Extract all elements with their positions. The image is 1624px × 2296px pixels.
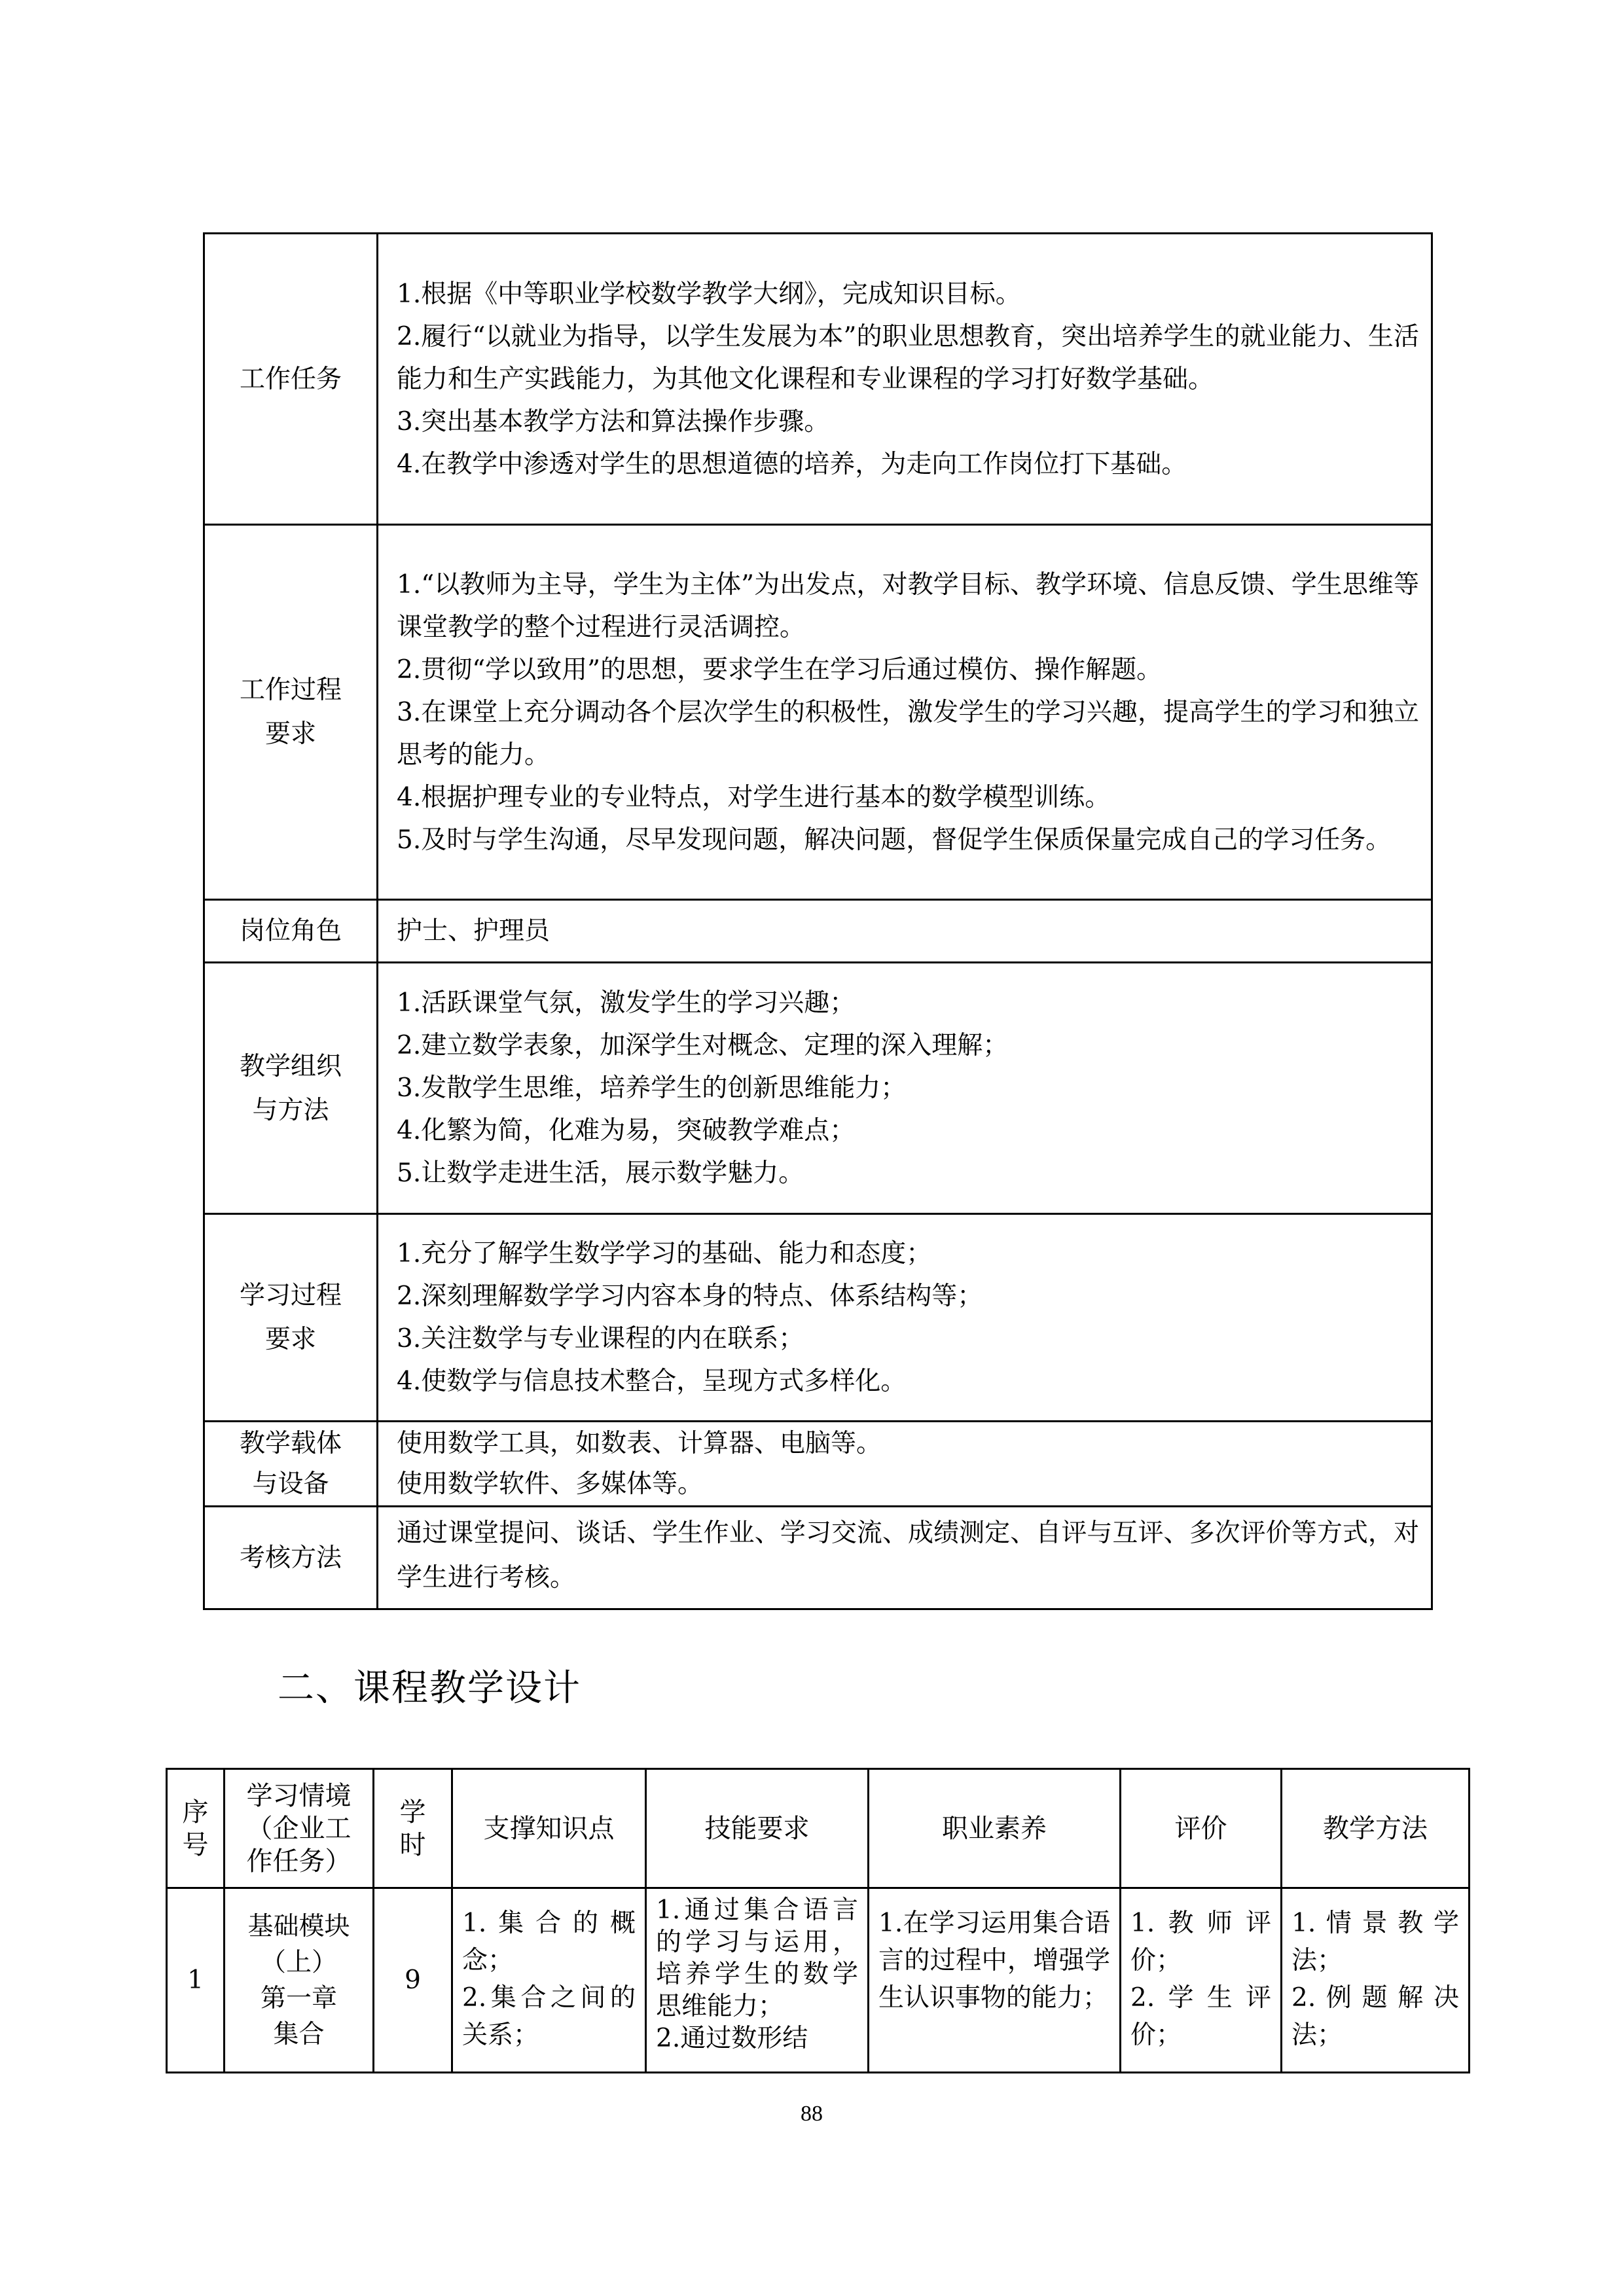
row-content <box>378 1214 1432 1422</box>
table-row <box>204 525 1432 900</box>
row-label: 工作过程 要求 <box>204 525 378 900</box>
header-no: 序 号 <box>167 1769 225 1888</box>
row-label: 岗位角色 <box>204 900 378 963</box>
section-title: 二、课程教学设计 <box>278 1667 581 1710</box>
table-row <box>204 1422 1432 1507</box>
list-item: 2.学生评价； <box>1130 1983 1271 2050</box>
list-item: 1.集合的概念； <box>462 1909 636 1975</box>
header-literacy: 职业素养 <box>869 1769 1121 1888</box>
row-label: 教学组织 与方法 <box>204 963 378 1214</box>
list-item: 4.化繁为简，化难为易，突破教学难点； <box>397 1116 856 1145</box>
header-situation: 学习情境 （企业工 作任务） <box>225 1769 374 1888</box>
course-info-table <box>203 232 1433 1610</box>
list-item: 通过课堂提问、谈话、学生作业、学习交流、成绩测定、自评与互评、多次评价等方式，对学生进行考核。 <box>397 1518 1419 1592</box>
list-item: 2.例题解决法； <box>1291 1983 1459 2050</box>
list-item: 5.让数学走进生活，展示数学魅力。 <box>397 1158 804 1188</box>
table-row <box>204 1214 1432 1422</box>
list-item: 3.突出基本教学方法和算法操作步骤。 <box>397 406 830 437</box>
list-item: 1.“以教师为主导，学生为主体”为出发点，对教学目标、教学环境、信息反馈、学生思维等课堂教学的整个过程进行灵活调控。 <box>397 569 1419 642</box>
list-item: 4.根据护理专业的专业特点，对学生进行基本的数学模型训练。 <box>397 782 1111 812</box>
header-evaluation: 评价 <box>1121 1769 1282 1888</box>
row-content <box>378 1507 1432 1609</box>
table-header-row <box>167 1769 1470 1888</box>
list-item: 1.教师评价； <box>1130 1909 1271 1975</box>
cell-no: 1 <box>167 1888 225 2073</box>
list-item: 2.集合之间的关系； <box>462 1983 636 2050</box>
cell-skills <box>646 1888 869 2073</box>
row-label: 教学载体 与设备 <box>204 1422 378 1507</box>
list-item: 使用数学工具，如数表、计算器、电脑等。 <box>397 1428 882 1458</box>
header-methods: 教学方法 <box>1282 1769 1470 1888</box>
table-row <box>204 1507 1432 1609</box>
header-hours: 学 时 <box>374 1769 452 1888</box>
list-item: 3.关注数学与专业课程的内在联系； <box>397 1324 804 1354</box>
list-item: 1.在学习运用集合语言的过程中，增强学生认识事物的能力； <box>878 1909 1110 2013</box>
row-content <box>378 234 1432 525</box>
row-content <box>378 1422 1432 1507</box>
table-row <box>204 963 1432 1214</box>
list-item: 4.在教学中渗透对学生的思想道德的培养，为走向工作岗位打下基础。 <box>397 449 1187 479</box>
list-item: 1.活跃课堂气氛，激发学生的学习兴趣； <box>397 988 856 1018</box>
list-item: 2.通过数形结 <box>656 2024 808 2053</box>
row-label: 工作任务 <box>204 234 378 525</box>
row-content <box>378 963 1432 1214</box>
list-item: 2.建立数学表象，加深学生对概念、定理的深入理解； <box>397 1031 1009 1060</box>
row-label: 考核方法 <box>204 1507 378 1609</box>
header-skills: 技能要求 <box>646 1769 869 1888</box>
page-number: 88 <box>801 2102 823 2126</box>
list-item: 1.通过集合语言的学习与运用，培养学生的数学思维能力； <box>656 1895 858 2021</box>
list-item: 3.发散学生思维，培养学生的创新思维能力； <box>397 1073 907 1103</box>
table-row <box>204 900 1432 963</box>
list-item: 1.充分了解学生数学学习的基础、能力和态度； <box>397 1239 932 1268</box>
header-knowledge: 支撑知识点 <box>452 1769 646 1888</box>
list-item: 护士、护理员 <box>397 916 550 946</box>
list-item: 5.及时与学生沟通，尽早发现问题，解决问题，督促学生保质保量完成自己的学习任务。 <box>397 825 1392 855</box>
list-item: 2.贯彻“学以致用”的思想，要求学生在学习后通过模仿、操作解题。 <box>397 655 1163 685</box>
list-item: 2.深刻理解数学学习内容本身的特点、体系结构等； <box>397 1282 983 1311</box>
list-item: 4.使数学与信息技术整合，呈现方式多样化。 <box>397 1367 907 1396</box>
cell-literacy <box>869 1888 1121 2073</box>
list-item: 2.履行“以就业为指导，以学生发展为本”的职业思想教育，突出培养学生的就业能力、生活能力和生产实践能力，为其他文化课程和专业课程的学习打好数学基础。 <box>397 321 1419 394</box>
cell-situation: 基础模块 （上） 第一章 集合 <box>225 1888 374 2073</box>
table-row <box>167 1888 1470 2073</box>
table-row <box>204 234 1432 525</box>
list-item: 使用数学软件、多媒体等。 <box>397 1469 704 1499</box>
cell-evaluation <box>1121 1888 1282 2073</box>
cell-knowledge <box>452 1888 646 2073</box>
row-content <box>378 525 1432 900</box>
list-item: 1.情景教学法； <box>1291 1909 1459 1975</box>
course-design-table <box>166 1768 1470 2073</box>
row-content <box>378 900 1432 963</box>
list-item: 3.在课堂上充分调动各个层次学生的积极性，激发学生的学习兴趣，提高学生的学习和独立思考的能力。 <box>397 697 1419 770</box>
list-item: 1.根据《中等职业学校数学教学大纲》，完成知识目标。 <box>397 279 1021 309</box>
cell-hours: 9 <box>374 1888 452 2073</box>
cell-methods <box>1282 1888 1470 2073</box>
row-label: 学习过程 要求 <box>204 1214 378 1422</box>
